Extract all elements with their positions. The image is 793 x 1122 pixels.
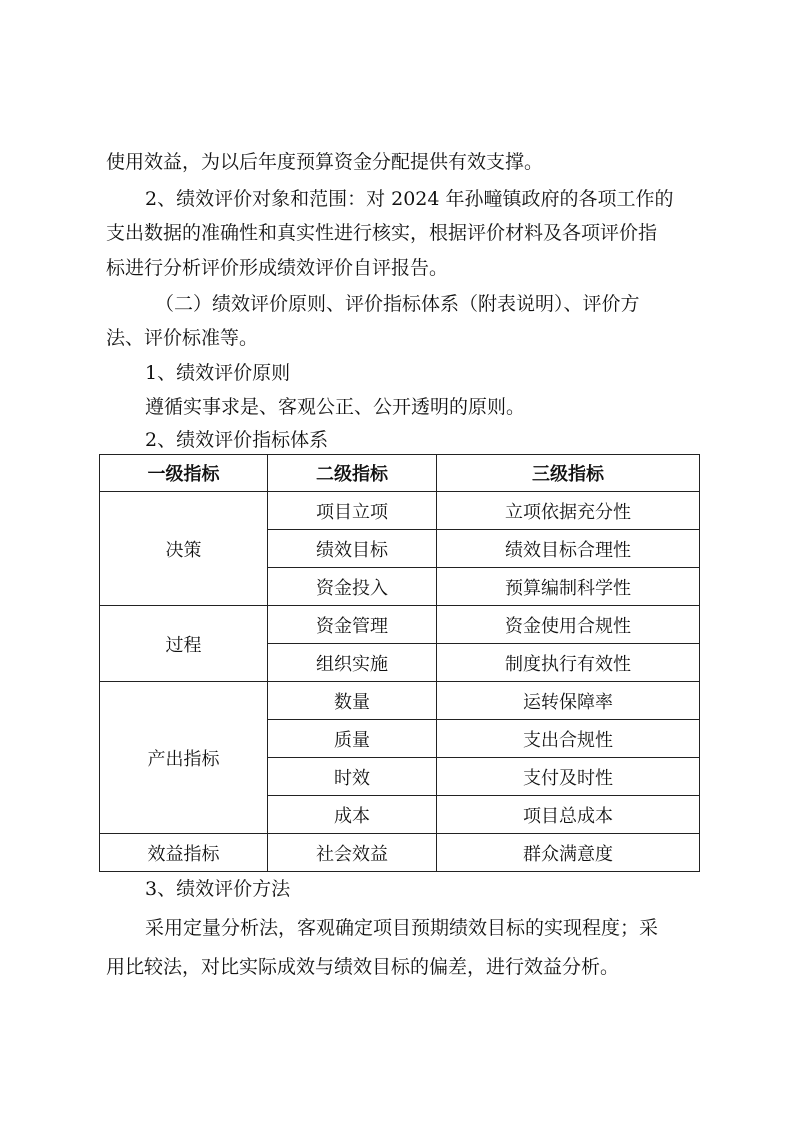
header-level3: 三级指标 xyxy=(437,455,700,492)
level3-cell: 立项依据充分性 xyxy=(437,492,700,530)
level3-cell: 绩效目标合理性 xyxy=(437,530,700,568)
table-row xyxy=(100,682,700,720)
paragraph-line: 用比较法，对比实际成效与绩效目标的偏差，进行效益分析。 xyxy=(106,956,620,978)
table-header-row xyxy=(100,455,700,492)
level2-cell: 绩效目标 xyxy=(268,530,437,568)
subheading: 2、绩效评价指标体系 xyxy=(145,429,329,451)
level3-cell: 项目总成本 xyxy=(437,796,700,834)
header-level2: 二级指标 xyxy=(268,455,437,492)
indicator-table xyxy=(99,454,700,872)
level1-cell: 过程 xyxy=(100,606,268,682)
level2-cell: 成本 xyxy=(268,796,437,834)
level3-cell: 支出合规性 xyxy=(437,720,700,758)
table-row xyxy=(100,606,700,644)
level3-cell: 资金使用合规性 xyxy=(437,606,700,644)
level2-cell: 质量 xyxy=(268,720,437,758)
subheading: 3、绩效评价方法 xyxy=(145,878,291,900)
subheading: 1、绩效评价原则 xyxy=(145,362,291,384)
table-row xyxy=(100,834,700,872)
paragraph-line: 标进行分析评价形成绩效评价自评报告。 xyxy=(106,257,449,279)
level2-cell: 资金管理 xyxy=(268,606,437,644)
level1-cell: 产出指标 xyxy=(100,682,268,834)
table-row xyxy=(100,492,700,530)
level1-cell: 决策 xyxy=(100,492,268,606)
level3-cell: 预算编制科学性 xyxy=(437,568,700,606)
level3-cell: 群众满意度 xyxy=(437,834,700,872)
level3-cell: 制度执行有效性 xyxy=(437,644,700,682)
level2-cell: 项目立项 xyxy=(268,492,437,530)
level2-cell: 数量 xyxy=(268,682,437,720)
paragraph-line: 遵循实事求是、客观公正、公开透明的原则。 xyxy=(145,396,526,418)
level2-cell: 社会效益 xyxy=(268,834,437,872)
level3-cell: 支付及时性 xyxy=(437,758,700,796)
paragraph-line: 支出数据的准确性和真实性进行核实，根据评价材料及各项评价指 xyxy=(106,222,658,244)
level2-cell: 组织实施 xyxy=(268,644,437,682)
header-level1: 一级指标 xyxy=(100,455,268,492)
level1-cell: 效益指标 xyxy=(100,834,268,872)
section-heading: 法、评价标准等。 xyxy=(106,327,259,349)
level2-cell: 资金投入 xyxy=(268,568,437,606)
paragraph-line: 采用定量分析法，客观确定项目预期绩效目标的实现程度；采 xyxy=(145,917,659,939)
section-heading: （二）绩效评价原则、评价指标体系（附表说明）、评价方 xyxy=(155,293,640,315)
level2-cell: 时效 xyxy=(268,758,437,796)
level3-cell: 运转保障率 xyxy=(437,682,700,720)
paragraph-line: 2、绩效评价对象和范围：对 2024 年孙疃镇政府的各项工作的 xyxy=(145,188,674,210)
paragraph-line: 使用效益，为以后年度预算资金分配提供有效支撑。 xyxy=(106,151,544,173)
